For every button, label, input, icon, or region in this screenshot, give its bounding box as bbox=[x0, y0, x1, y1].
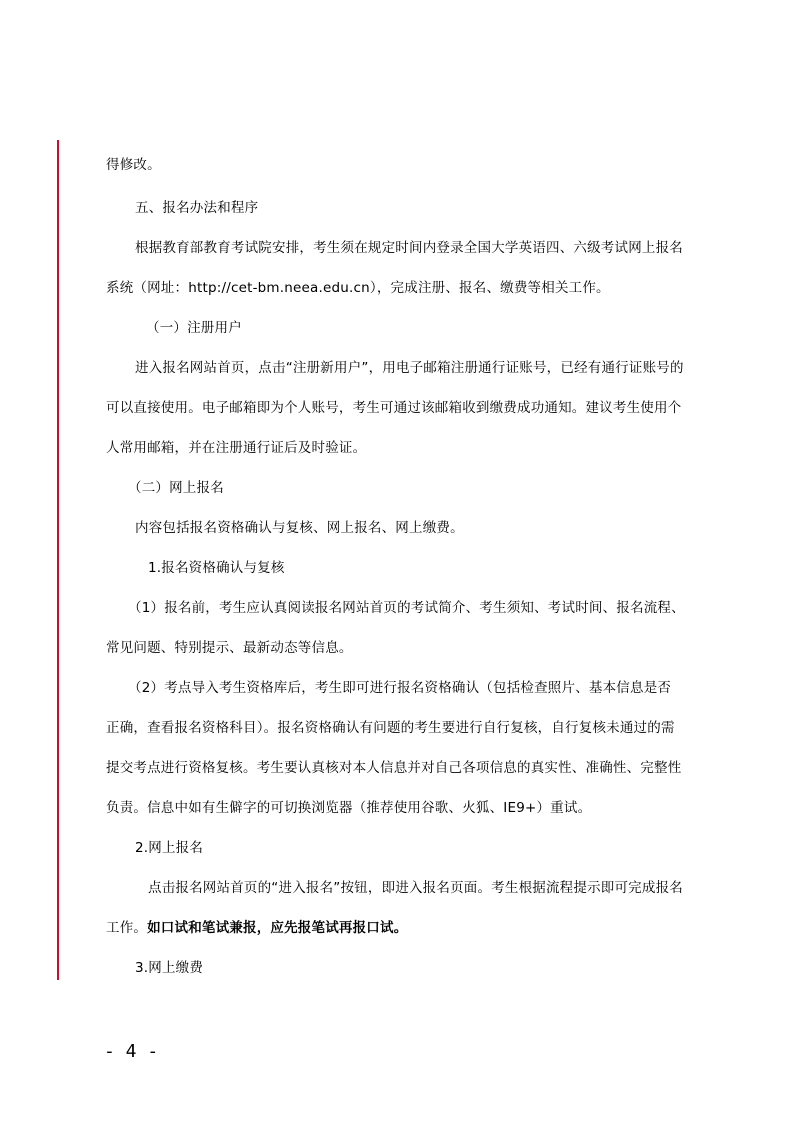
text-line: （2）考点导入考生资格库后，考生即可进行报名资格确认（包括检查照片、基本信息是否 bbox=[128, 680, 672, 696]
text-line-mixed bbox=[106, 918, 407, 938]
subsection-heading: （一）注册用户 bbox=[146, 320, 242, 336]
text-line: 根据教育部教育考试院安排，考生须在规定时间内登录全国大学英语四、六级考试网上报名 bbox=[135, 240, 683, 256]
item-heading: 1.报名资格确认与复核 bbox=[148, 560, 285, 576]
text-line: 可以直接使用。电子邮箱即为个人账号，考生可通过该邮箱收到缴费成功通知。建议考生使用个 bbox=[106, 400, 682, 416]
margin-rule bbox=[57, 140, 59, 980]
section-heading: 五、报名办法和程序 bbox=[135, 200, 259, 216]
text-bold-emphasis: 如口试和笔试兼报，应先报笔试再报口试。 bbox=[147, 920, 408, 936]
text-line: 内容包括报名资格确认与复核、网上报名、网上缴费。 bbox=[135, 520, 464, 536]
text-line: 系统（网址：http://cet-bm.neea.edu.cn），完成注册、报名、缴费等相关工作。 bbox=[106, 280, 610, 296]
text-line: 进入报名网站首页，点击“注册新用户”，用电子邮箱注册通行证账号，已经有通行证账号的 bbox=[135, 360, 684, 376]
text-line: 提交考点进行资格复核。考生要认真核对本人信息并对自己各项信息的真实性、准确性、完整性 bbox=[106, 760, 682, 776]
text-line: （1）报名前，考生应认真阅读报名网站首页的考试简介、考生须知、考试时间、报名流程、 bbox=[128, 600, 685, 616]
page-number: - 4 - bbox=[104, 1041, 159, 1062]
item-heading: 3.网上缴费 bbox=[135, 960, 204, 976]
text-line: 正确，查看报名资格科目）。报名资格确认有问题的考生要进行自行复核，自行复核未通过的需 bbox=[106, 720, 675, 736]
text-line: 人常用邮箱，并在注册通行证后及时验证。 bbox=[106, 440, 367, 456]
subsection-heading: （二）网上报名 bbox=[128, 480, 224, 496]
text-line: 常见问题、特别提示、最新动态等信息。 bbox=[106, 640, 353, 656]
text-line: 得修改。 bbox=[106, 157, 161, 173]
item-heading: 2.网上报名 bbox=[135, 840, 204, 856]
text-line: 点击报名网站首页的“进入报名”按钮，即进入报名页面。考生根据流程提示即可完成报名 bbox=[148, 880, 683, 896]
text-normal: 工作。 bbox=[106, 920, 148, 936]
text-line: 负责。信息中如有生僻字的可切换浏览器（推荐使用谷歌、火狐、IE9+）重试。 bbox=[106, 800, 592, 816]
